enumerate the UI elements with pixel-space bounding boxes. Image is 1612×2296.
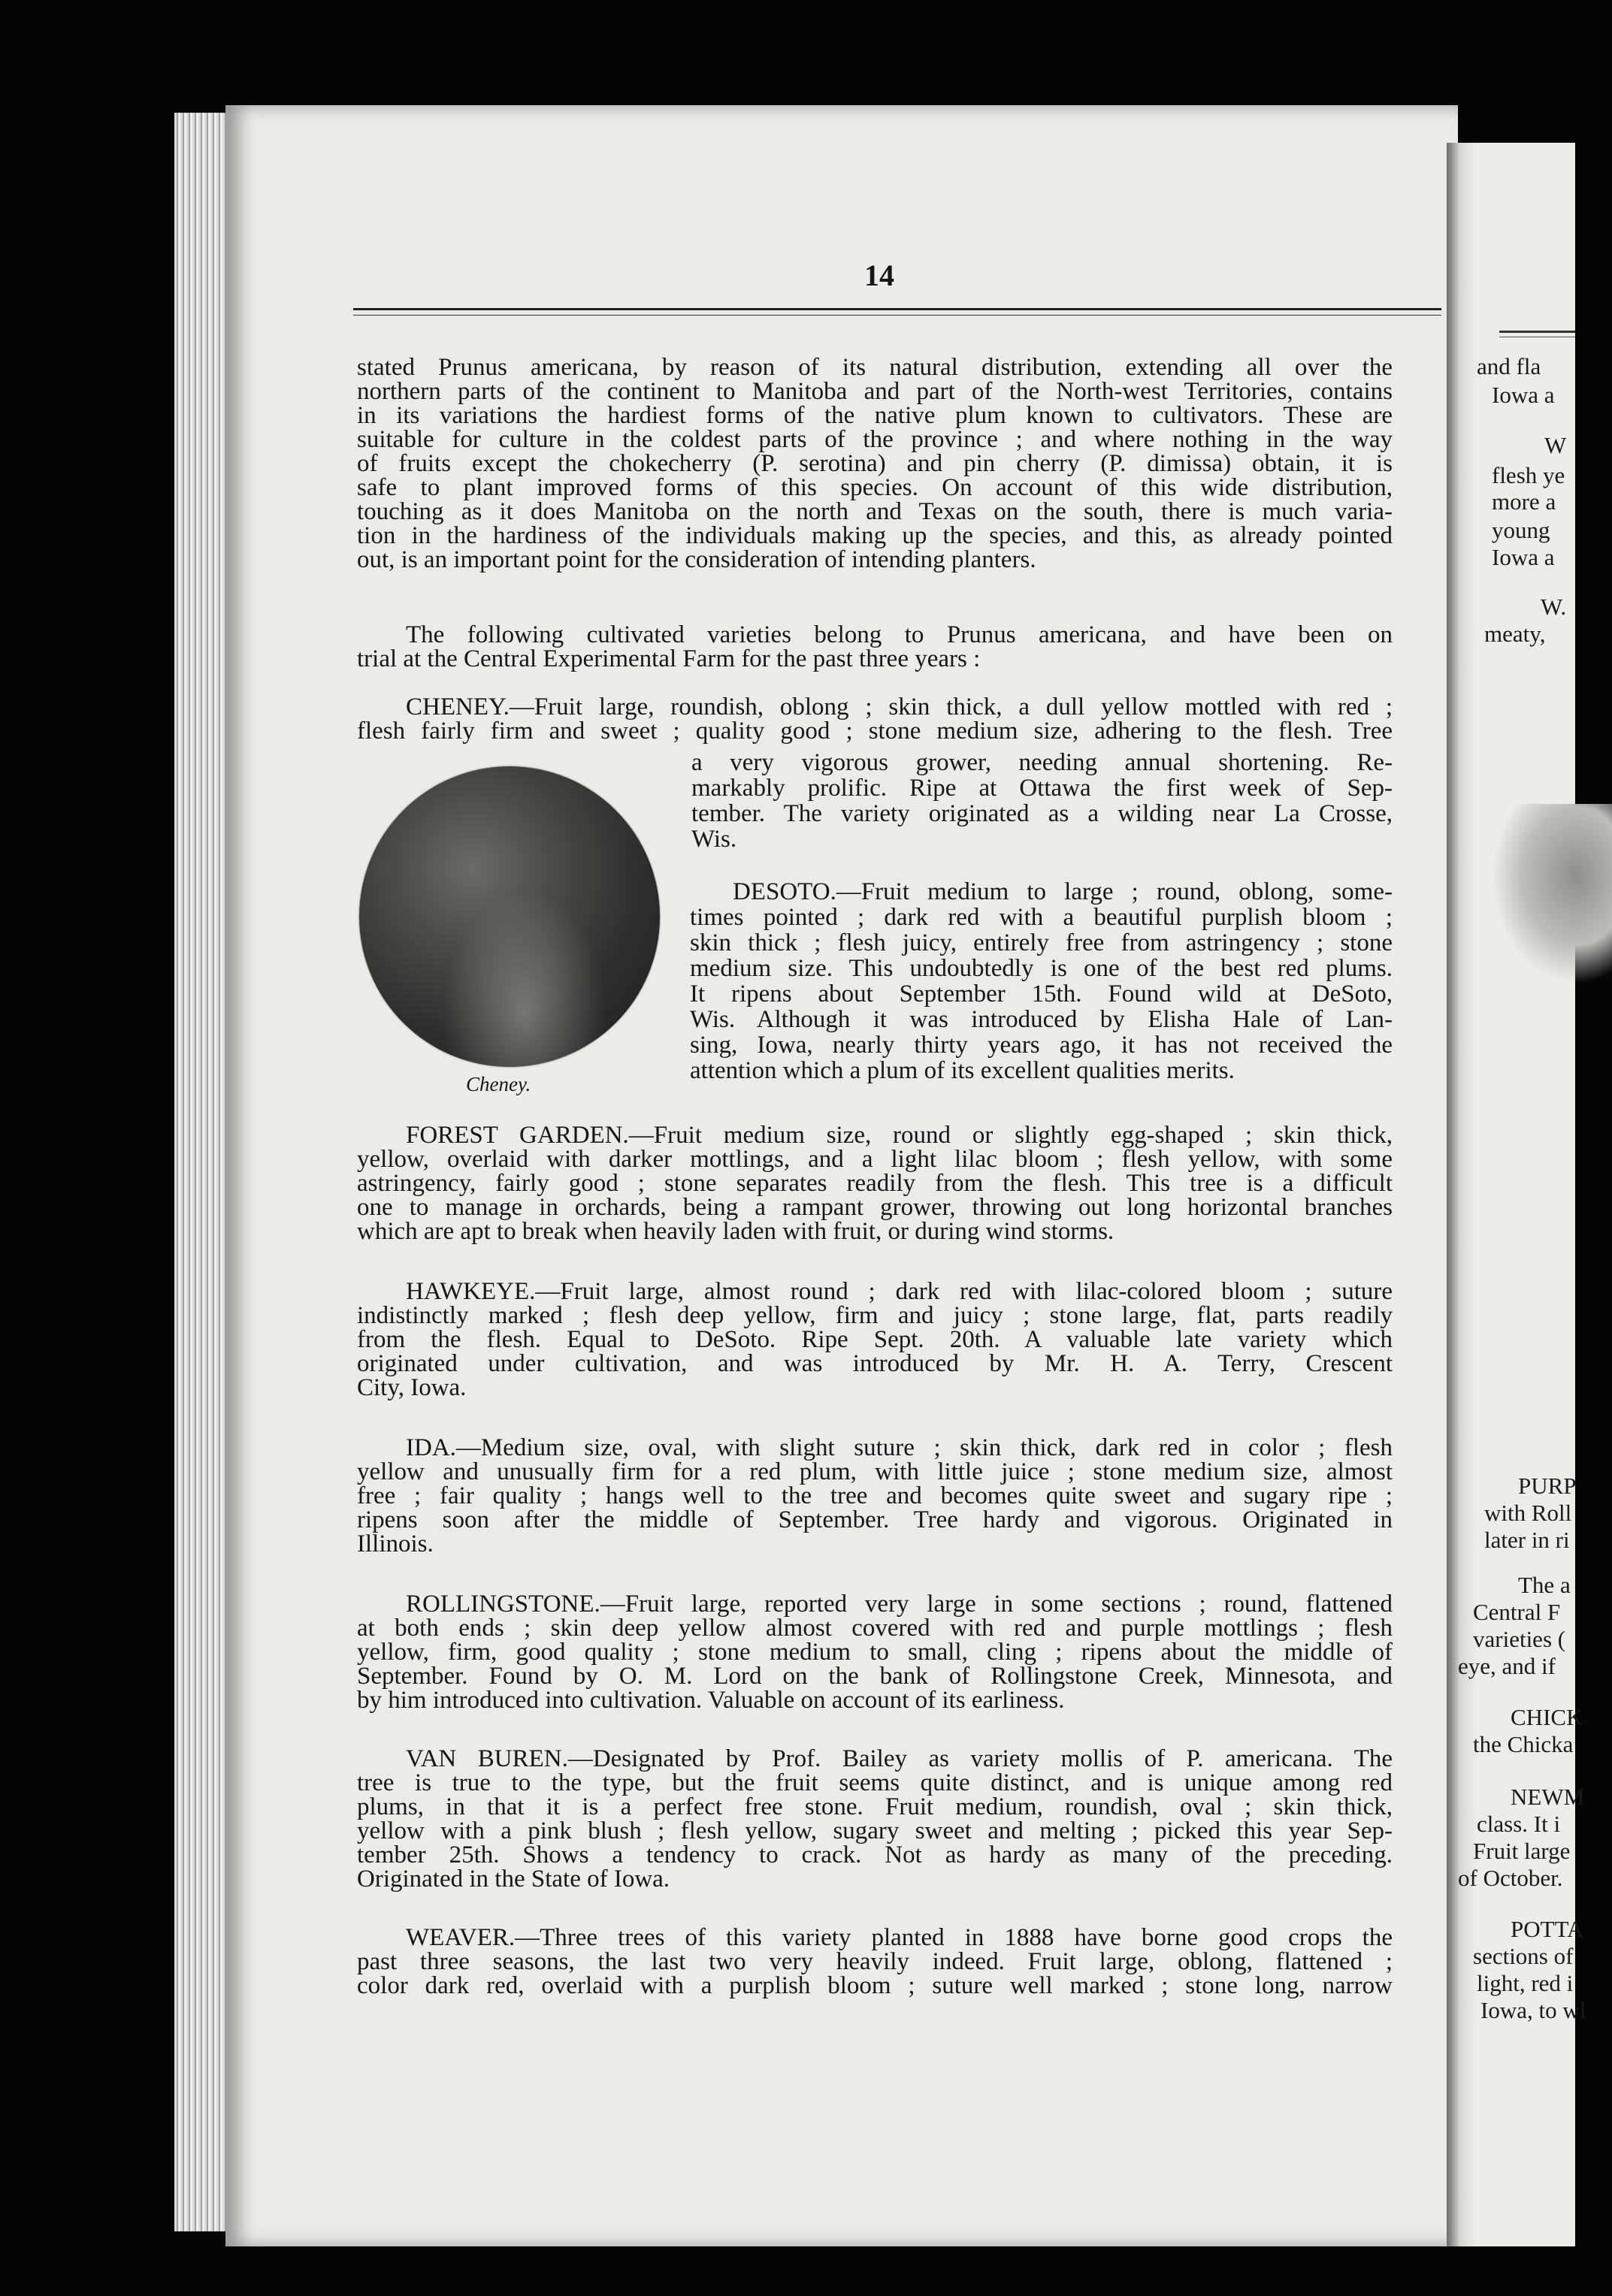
facing-page-text-fragment: of October.	[1458, 1865, 1563, 1891]
text-line: VAN BUREN.—Designated by Prof. Bailey as variety mollis of P. americana. The	[406, 1745, 1393, 1772]
text-line: stated Prunus americana, by reason of its natural distribution, extending all over the	[357, 354, 1393, 381]
facing-page-text-fragment: sections of	[1473, 1943, 1574, 1969]
text-line: trial at the Central Experimental Farm for the past three years :	[357, 645, 981, 672]
text-line: times pointed ; dark red with a beautiful purplish bloom ;	[690, 904, 1393, 931]
text-line: tember. The variety originated as a wilding near La Crosse,	[691, 800, 1393, 827]
text-line: suitable for culture in the coldest parts of the province ; and where nothing in the way	[357, 426, 1393, 453]
text-line: indistinctly marked ; flesh deep yellow, firm and juicy ; stone large, flat, parts readily	[357, 1302, 1393, 1329]
facing-page-text-fragment: PURP	[1518, 1473, 1577, 1499]
facing-page-text-fragment: more a	[1492, 488, 1556, 515]
text-line: yellow with a pink blush ; flesh yellow, sugary sweet and melting ; picked this year Sep-	[357, 1817, 1393, 1844]
header-rule-thin	[353, 315, 1441, 316]
text-line: out, is an important point for the consideration of intending planters.	[357, 546, 1036, 573]
facing-page-text-fragment: meaty,	[1484, 621, 1546, 647]
facing-page-text-fragment: flesh ye	[1492, 462, 1565, 488]
facing-page-text-fragment: light, red i	[1477, 1970, 1574, 1996]
text-line: Wis. Although it was introduced by Elisha Hale of Lan-	[690, 1006, 1393, 1033]
text-line: past three seasons, the last two very heavily indeed. Fruit large, oblong, flattened ;	[357, 1948, 1393, 1975]
text-line: one to manage in orchards, being a rampant grower, throwing out long horizontal branches	[357, 1194, 1393, 1221]
text-line: skin thick ; flesh juicy, entirely free from astringency ; stone	[690, 929, 1393, 956]
facing-page-text-fragment: The a	[1518, 1572, 1571, 1598]
text-line: ROLLINGSTONE.—Fruit large, reported very large in some sections ; round, flattened	[406, 1591, 1393, 1618]
text-line: safe to plant improved forms of this species. On account of this wide distribution,	[357, 474, 1393, 501]
facing-page-text-fragment: with Roll	[1484, 1500, 1572, 1526]
facing-page-text-fragment: eye, and if	[1458, 1653, 1556, 1679]
facing-page-text-fragment: and fla	[1477, 353, 1541, 379]
text-line: yellow and unusually firm for a red plum, with little juice ; stone medium size, almost	[357, 1458, 1393, 1485]
text-line: color dark red, overlaid with a purplish bloom ; suture well marked ; stone long, narrow	[357, 1972, 1393, 1999]
text-line: tember 25th. Shows a tendency to crack. Not as hardy as many of the preceding.	[357, 1841, 1393, 1869]
text-line: ripens soon after the middle of September. Tree hardy and vigorous. Originated in	[357, 1506, 1393, 1533]
text-line: plums, in that it is a perfect free stone. Fruit medium, roundish, oval ; skin thick,	[357, 1793, 1393, 1820]
text-line: Originated in the State of Iowa.	[357, 1866, 670, 1893]
text-line: sing, Iowa, nearly thirty years ago, it has not received the	[690, 1032, 1393, 1059]
text-line: touching as it does Manitoba on the north and Texas on the south, there is much varia-	[357, 498, 1393, 525]
facing-page-text-fragment: class. It i	[1477, 1811, 1561, 1837]
text-line: flesh fairly firm and sweet ; quality good ; stone medium size, adhering to the flesh. Tree	[357, 718, 1393, 745]
facing-page-text-fragment: Iowa, to wl	[1480, 1997, 1586, 2023]
text-line: Illinois.	[357, 1530, 434, 1557]
facing-page-header-rule	[1499, 331, 1575, 333]
text-line: from the flesh. Equal to DeSoto. Ripe Sept. 20th. A valuable late variety which	[357, 1326, 1393, 1353]
text-line: DESOTO.—Fruit medium to large ; round, oblong, some-	[733, 878, 1393, 905]
text-line: HAWKEYE.—Fruit large, almost round ; dark red with lilac-colored bloom ; suture	[406, 1278, 1393, 1305]
facing-page-text-fragment: Iowa a	[1492, 382, 1555, 408]
facing-page-text-fragment: Fruit large	[1473, 1838, 1571, 1864]
text-line: It ripens about September 15th. Found wild at DeSoto,	[690, 980, 1393, 1008]
text-line: at both ends ; skin deep yellow almost covered with red and purple mottlings ; flesh	[357, 1615, 1393, 1642]
text-line: WEAVER.—Three trees of this variety planted in 1888 have borne good crops the	[406, 1924, 1393, 1951]
facing-page-text-fragment: young	[1492, 517, 1550, 543]
facing-page-text-fragment: later in ri	[1484, 1527, 1570, 1553]
cheney-plum-illustration	[359, 766, 660, 1067]
text-line: FOREST GARDEN.—Fruit medium size, round or slightly egg-shaped ; skin thick,	[406, 1122, 1393, 1149]
text-line: City, Iowa.	[357, 1374, 467, 1401]
facing-page-text-fragment: W.	[1541, 594, 1567, 620]
text-line: medium size. This undoubtedly is one of the best red plums.	[690, 955, 1393, 982]
page-number: 14	[864, 258, 894, 292]
facing-page-text-fragment: CHICK	[1511, 1704, 1583, 1730]
text-line: CHENEY.—Fruit large, roundish, oblong ; skin thick, a dull yellow mottled with red ;	[406, 693, 1393, 721]
text-line: northern parts of the continent to Manitoba and part of the North-west Territories, contains	[357, 378, 1393, 405]
text-line: of fruits except the chokecherry (P. serotina) and pin cherry (P. dimissa) obtain, it is	[357, 450, 1393, 477]
text-line: by him introduced into cultivation. Valuable on account of its earliness.	[357, 1687, 1065, 1714]
facing-page-text-fragment: the Chicka	[1473, 1731, 1574, 1757]
text-line: in its variations the hardiest forms of the native plum known to cultivators. These are	[357, 402, 1393, 429]
facing-page-text-fragment: Central F	[1473, 1599, 1561, 1625]
text-line: markably prolific. Ripe at Ottawa the first week of Sep-	[691, 775, 1393, 802]
text-line: IDA.—Medium size, oval, with slight suture ; skin thick, dark red in color ; flesh	[406, 1434, 1393, 1461]
text-line: tree is true to the type, but the fruit seems quite distinct, and is unique among red	[357, 1769, 1393, 1796]
text-line: yellow, overlaid with darker mottlings, and a light lilac bloom ; flesh yellow, with some	[357, 1146, 1393, 1173]
text-line: September. Found by O. M. Lord on the bank of Rollingstone Creek, Minnesota, and	[357, 1663, 1393, 1690]
facing-page-text-fragment: NEWM	[1511, 1784, 1585, 1810]
header-rule	[353, 308, 1441, 310]
facing-page-text-fragment: varieties (	[1473, 1626, 1566, 1652]
text-line: Wis.	[691, 826, 737, 853]
text-line: tion in the hardiness of the individuals making up the species, and this, as already pointed	[357, 522, 1393, 549]
text-line: a very vigorous grower, needing annual shortening. Re-	[691, 749, 1393, 776]
facing-page-text-fragment: W	[1544, 432, 1567, 458]
facing-page-text-fragment: POTTA	[1511, 1916, 1584, 1942]
figure-caption: Cheney.	[466, 1073, 531, 1095]
text-line: astringency, fairly good ; stone separates readily from the flesh. This tree is a difficult	[357, 1170, 1393, 1197]
text-line: attention which a plum of its excellent qualities merits.	[690, 1057, 1235, 1084]
facing-page-text-fragment: Iowa a	[1492, 544, 1555, 570]
text-line: which are apt to break when heavily laden with fruit, or during wind storms.	[357, 1218, 1114, 1245]
text-line: free ; fair quality ; hangs well to the tree and becomes quite sweet and sugary ripe ;	[357, 1482, 1393, 1509]
text-line: The following cultivated varieties belong to Prunus americana, and have been on	[406, 621, 1393, 648]
leaf-illustration-fragment	[1492, 804, 1612, 984]
text-line: yellow, firm, good quality ; stone medium to small, cling ; ripens about the middle of	[357, 1639, 1393, 1666]
text-line: originated under cultivation, and was introduced by Mr. H. A. Terry, Crescent	[357, 1350, 1393, 1377]
